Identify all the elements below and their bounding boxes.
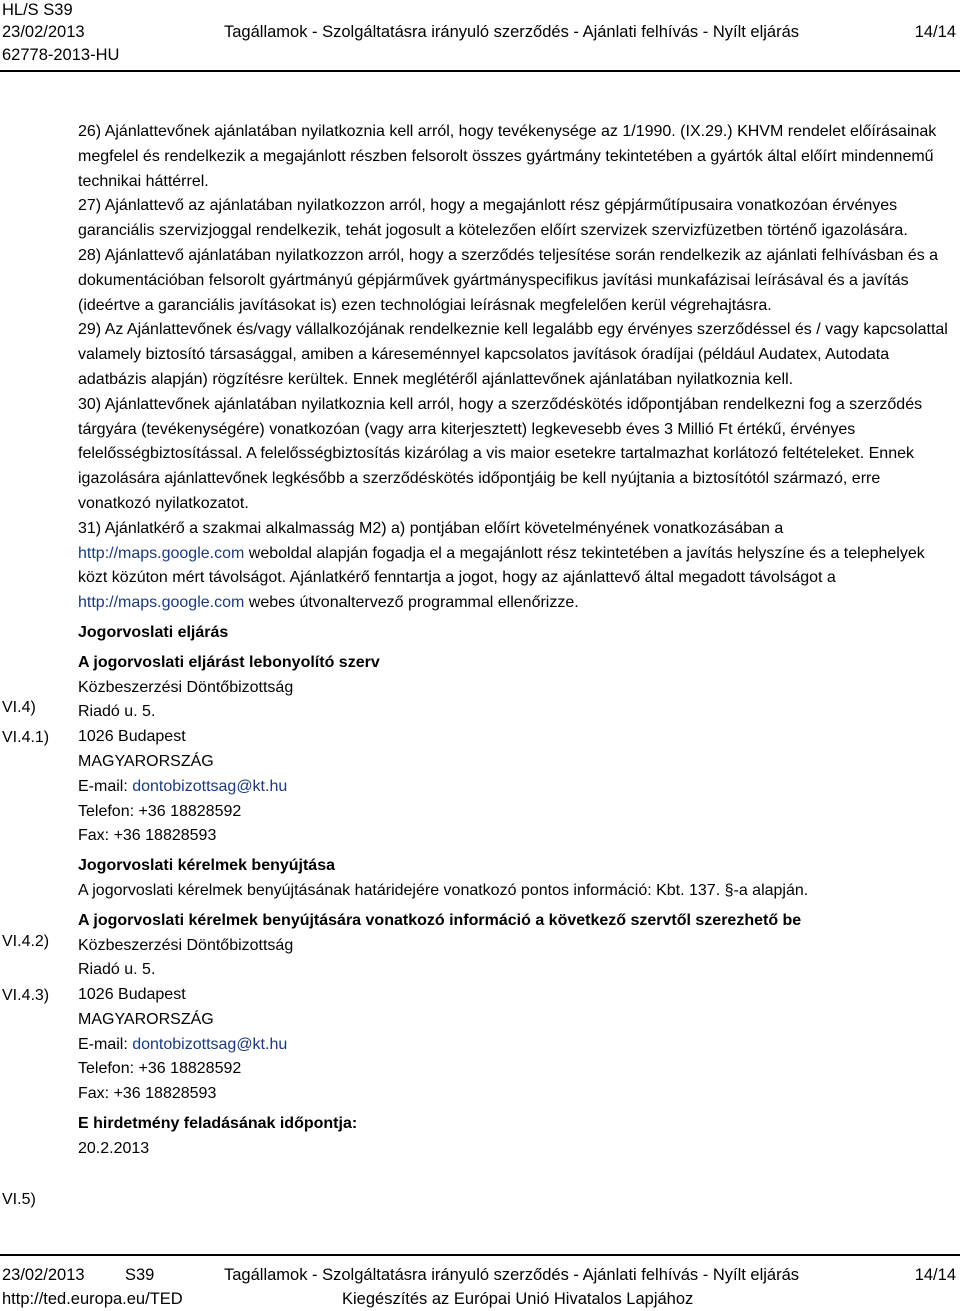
vi43-street: Riadó u. 5. xyxy=(78,961,156,979)
vi43-email-link[interactable]: dontobizottsag@kt.hu xyxy=(132,1035,288,1053)
paragraph-26: 26) Ajánlattevőnek ajánlatában nyilatkoznia kell arról, hogy tevékenysége az 1/1990. (IX.29.) KHVM rendelet előírásainak megfelel és rendelkezik a megajánlott részben felsorolt összes gyártmány tekintetében a gyártók által előírt mindennemű technikai háttérrel. xyxy=(78,123,937,190)
footer-divider xyxy=(0,1254,960,1256)
paragraph-31 xyxy=(78,517,954,616)
paragraph-31-text-2: weboldal alapján fogadja el a megajánlott rész tekintetében a javítás helyszíne és a telephelyek közt közúton mért távolságot. Ajánlatkérő fenntartja a jogot, hogy az ajánlattevő által megadott távolságot a xyxy=(78,544,925,587)
vi43-email-label: E-mail: xyxy=(78,1035,133,1053)
vi41-country: MAGYARORSZÁG xyxy=(78,752,214,770)
section-title-vi43: A jogorvoslati kérelmek benyújtására vonatkozó információ a következő szervtől szerezhető be xyxy=(78,911,802,929)
section-title-vi42: Jogorvoslati kérelmek benyújtása xyxy=(78,857,335,875)
section-title-vi4: Jogorvoslati eljárás xyxy=(78,623,229,641)
section-label-vi43: VI.4.3) xyxy=(2,987,50,1004)
section-title-vi41: A jogorvoslati eljárást lebonyolító szerv xyxy=(78,653,380,671)
footer-supplement: Kiegészítés az Európai Unió Hivatalos Lapjához xyxy=(342,1290,694,1308)
header-date: 23/02/2013 xyxy=(2,23,85,41)
footer-code: S39 xyxy=(125,1266,155,1284)
section-label-vi41: VI.4.1) xyxy=(2,729,50,746)
vi41-email-label: E-mail: xyxy=(78,777,133,795)
maps-link-2[interactable]: http://maps.google.com xyxy=(78,594,245,612)
vi43-organisation: Közbeszerzési Döntőbizottság xyxy=(78,936,294,954)
section-label-vi4: VI.4) xyxy=(2,699,36,716)
vi43-fax: Fax: +36 18828593 xyxy=(78,1085,217,1103)
vi41-email-link[interactable]: dontobizottsag@kt.hu xyxy=(132,777,288,795)
paragraph-30: 30) Ajánlattevőnek ajánlatában nyilatkoznia kell arról, hogy a szerződéskötés időpontjában rendelkezni fog a szerződés tárgyára (tevékenységére) vonatkozóan (vagy arra kiterjesztett) legkevesebb éves 3 Millió Ft értékű, érvényes felelősségbiztosítással. A felelősségbiztosítás kizárólag a vis maior esetekre tartalmazhat korlátozó feltételeket. Ennek igazolására ajánlattevőnek legkésőbb a szerződéskötés időpontjáig be kell nyújtania a biztosítótól származó, erre vonatkozó nyilatkozatot. xyxy=(78,395,923,512)
header-title: Tagállamok - Szolgáltatásra irányuló szerződés - Ajánlati felhívás - Nyílt eljárás xyxy=(224,23,800,41)
vi43-country: MAGYARORSZÁG xyxy=(78,1010,214,1028)
vi41-organisation: Közbeszerzési Döntőbizottság xyxy=(78,678,294,696)
vi43-email-line xyxy=(78,1033,954,1058)
vi5-date: 20.2.2013 xyxy=(78,1139,150,1157)
footer-page-number: 14/14 xyxy=(914,1266,956,1284)
paragraph-31-text-3: webes útvonaltervező programmal ellenőrizze. xyxy=(244,594,579,612)
vi41-fax: Fax: +36 18828593 xyxy=(78,827,217,845)
header-divider xyxy=(0,70,960,72)
footer-title: Tagállamok - Szolgáltatásra irányuló szerződés - Ajánlati felhívás - Nyílt eljárás xyxy=(224,1266,800,1284)
vi41-city: 1026 Budapest xyxy=(78,728,186,746)
vi43-phone: Telefon: +36 18828592 xyxy=(78,1060,242,1078)
header-journal-ref: HL/S S39 xyxy=(2,1,73,19)
document-body xyxy=(78,120,954,1162)
maps-link-1[interactable]: http://maps.google.com xyxy=(78,544,245,562)
vi41-street: Riadó u. 5. xyxy=(78,703,156,721)
header-notice-id: 62778-2013-HU xyxy=(2,46,120,64)
paragraph-28: 28) Ajánlattevő ajánlatában nyilatkozzon arról, hogy a szerződés teljesítése során rendelkezik az ajánlati felhívásban és a dokumentációban felsorolt gyártmányú gépjárművek gyártmányspecifikus javítási munkafázisai leírásával és a javítás (ideértve a garanciális javításokat is) ezen technológiai leírásnak megfelelően kerül végrehajtásra. xyxy=(78,246,939,314)
vi42-text: A jogorvoslati kérelmek benyújtásának határidejére vonatkozó pontos információ: Kbt. 137. §-a alapján. xyxy=(78,881,809,899)
header-page-number: 14/14 xyxy=(914,23,956,41)
paragraph-29: 29) Az Ajánlattevőnek és/vagy vállalkozójának rendelkeznie kell legalább egy érvényes szerződéssel és / vagy kapcsolattal valamely biztosító társasággal, amiben a káreseménnyel kapcsolatos javítások óradíjai (például Audatex, Autodata adatbázis alapján) rögzítésre kerültek. Ennek meglétéről ajánlattevőnek ajánlatában nyilatkoznia kell. xyxy=(78,321,948,388)
vi41-phone: Telefon: +36 18828592 xyxy=(78,802,242,820)
vi41-email-line xyxy=(78,775,954,800)
section-label-vi5: VI.5) xyxy=(2,1191,36,1208)
paragraph-27: 27) Ajánlattevő az ajánlatában nyilatkozzon arról, hogy a megajánlott rész gépjárműtípusaira vonatkozóan érvényes garanciális szervizjoggal rendelkezik, tehát jogosult a kötelezően előírt szervizek szervizfüzetben történő igazolására. xyxy=(78,197,908,240)
section-label-vi42: VI.4.2) xyxy=(2,933,50,950)
vi43-city: 1026 Budapest xyxy=(78,986,186,1004)
footer-date: 23/02/2013 xyxy=(2,1266,85,1284)
paragraph-31-text-1: 31) Ajánlatkérő a szakmai alkalmasság M2) a) pontjában előírt követelményének vonatkozásában a xyxy=(78,519,784,537)
section-title-vi5: E hirdetmény feladásának időpontja: xyxy=(78,1115,358,1133)
footer-url: http://ted.europa.eu/TED xyxy=(2,1290,183,1308)
